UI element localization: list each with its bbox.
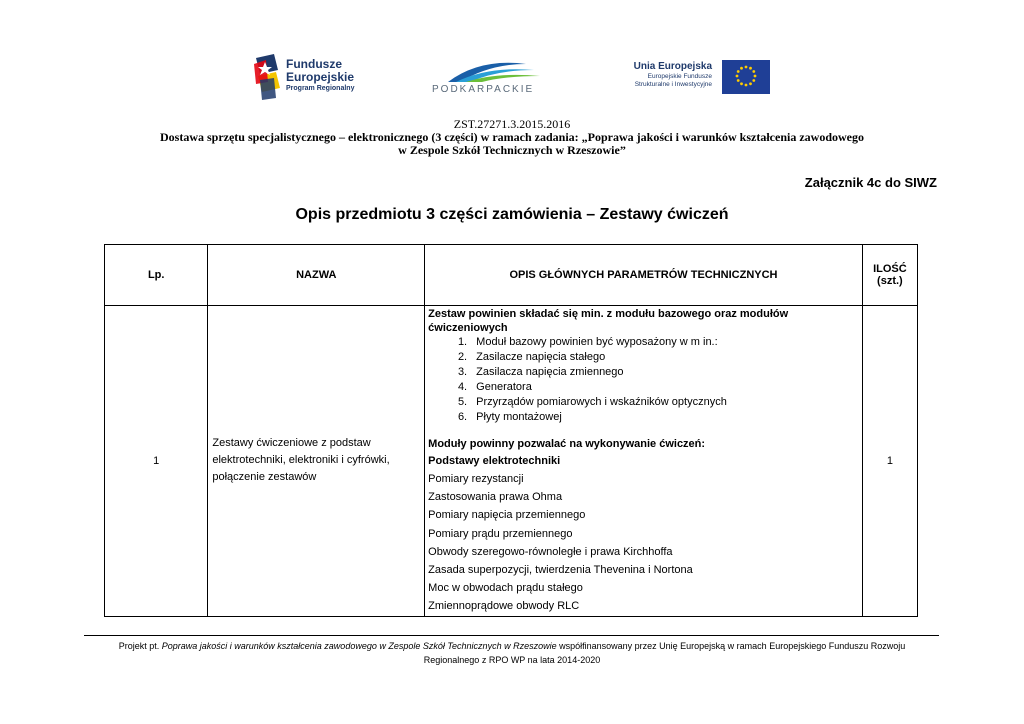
list-item: 4. Generatora [470, 380, 859, 395]
list-item: 2. Zasilacze napięcia stałego [470, 350, 859, 365]
list-item: Obwody szeregowo-równoległe i prawa Kirchhoffa [428, 545, 673, 558]
list-item: 1. Moduł bazowy powinien być wyposażony w m in.: [470, 335, 859, 350]
podkarpackie-logo-text: PODKARPACKIE [432, 84, 535, 95]
footer-project-title: Poprawa jakości i warunków kształcenia zawodowego w Zespole Szkół Technicznych w Rzeszowie [161, 641, 557, 651]
fe-logo-line2: Europejskie [286, 70, 355, 84]
list-item: Pomiary prądu przemiennego [428, 527, 573, 540]
list-item: Pomiary rezystancji [428, 473, 524, 485]
list-item: 5. Przyrządów pomiarowych i wskaźników optycznych [470, 395, 859, 410]
header-quantity [862, 245, 917, 306]
subject-line-2: w Zespole Szkół Technicznych w Rzeszowie” [398, 143, 626, 157]
header-name: NAZWA [208, 245, 425, 306]
table-row [105, 306, 918, 617]
ue-logo-line2: Strukturalne i Inwestycyjne [634, 81, 712, 88]
row-lp: 1 [105, 306, 208, 617]
footer-divider [84, 635, 939, 636]
list-item: Pomiary napięcia przemiennego [428, 509, 586, 522]
footer-text [90, 639, 934, 667]
list-item: Zmiennoprądowe obwody RLC [428, 600, 580, 613]
table-header-row [105, 245, 918, 306]
list-item: Zasada superpozycji, twierdzenia Thevenina i Nortona [428, 564, 693, 577]
podkarpackie-mountain-icon [430, 60, 544, 84]
row-description [425, 306, 863, 617]
ue-logo-title: Unia Europejska [633, 61, 712, 72]
list-item: Moc w obwodach prądu stałego [428, 582, 583, 595]
header-quantity-line1: ILOŚĆ [873, 263, 907, 275]
row-name: Zestawy ćwiczeniowe z podstaw elektrotechniki, elektroniki i cyfrówki, połączenie zestawów [208, 306, 425, 617]
fe-logo-line3: Program Regionalny [286, 85, 355, 92]
document-reference: ZST.27271.3.2015.2016 [453, 117, 571, 131]
unia-europejska-logo [624, 60, 772, 96]
ue-logo-line1: Europejskie Fundusze [647, 73, 712, 80]
exercises-title: Moduły powinny pozwalać na wykonywanie ćwiczeń: [428, 438, 706, 450]
spacer [428, 425, 859, 436]
section-title: Podstawy elektrotechniki [428, 455, 561, 467]
row-quantity: 1 [862, 306, 917, 617]
podkarpackie-logo [430, 60, 544, 100]
footer-suffix: współfinansowany przez Unię Europejską w ramach Europejskiego Funduszu Rozwoju Regionalnego z RPO WP na lata 2014-2020 [423, 641, 906, 665]
header-quantity-line2: (szt.) [877, 275, 903, 287]
specification-table [104, 244, 918, 617]
footer-prefix: Projekt pt. [118, 641, 162, 651]
fundusze-europejskie-logo [254, 54, 374, 100]
list-item: 3. Zasilacza napięcia zmiennego [470, 365, 859, 380]
list-item: 6. Płyty montażowej [470, 410, 859, 425]
fe-star-icon [254, 54, 282, 100]
header-description: OPIS GŁÓWNYCH PARAMETRÓW TECHNICZNYCH [425, 245, 863, 306]
eu-flag-icon [722, 60, 770, 94]
document-subject [120, 131, 904, 157]
list-item: Zastosowania prawa Ohma [428, 491, 563, 504]
description-intro: Zestaw powinien składać się min. z modułu bazowego oraz modułów ćwiczeniowych [428, 308, 789, 334]
page-title: Opis przedmiotu 3 części zamówienia – Zestawy ćwiczeń [295, 206, 729, 223]
annex-label: Załącznik 4c do SIWZ [804, 175, 937, 190]
fe-logo-line1: Fundusze [286, 57, 342, 71]
subject-line-1: Dostawa sprzętu specjalistycznego – elektronicznego (3 części) w ramach zadania: „Poprawa jakości i warunków kształcenia zawodowego [159, 130, 864, 144]
header-lp: Lp. [105, 245, 208, 306]
module-list [428, 335, 859, 425]
